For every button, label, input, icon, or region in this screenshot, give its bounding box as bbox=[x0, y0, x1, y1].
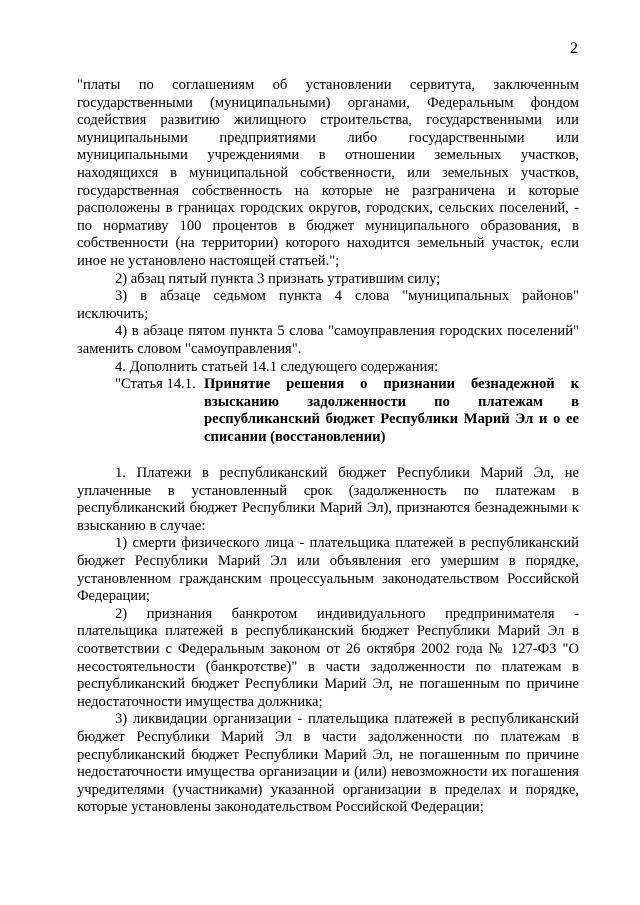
paragraph-item-3: 3) в абзаце седьмом пункта 4 слова "муниципальных районов" исключить; bbox=[77, 288, 579, 322]
document-body bbox=[77, 77, 579, 817]
page-number: 2 bbox=[570, 40, 578, 57]
article-number: "Статья 14.1. bbox=[115, 376, 196, 393]
paragraph-subclause-2: 2) признания банкротом индивидуального предпринимателя - плательщика платежей в республиканский бюджет Республики Марий Эл в соответствии с Федеральным законом от 26 октября 2002 года № 127-ФЗ "О несостоятельности (банкротстве)" в части задолженности по платежам в республиканский бюджет Республики Марий Эл, не погашенным по причине недостаточности имущества должника; bbox=[77, 605, 579, 710]
spacer bbox=[77, 447, 579, 465]
paragraph-subclause-1: 1) смерти физического лица - плательщика платежей в республиканский бюджет Республики Марий Эл или объявления его умершим в порядке, установленном гражданским процессуальным законодательством Российской Федерации; bbox=[77, 535, 579, 605]
paragraph-item-2: 2) абзац пятый пункта 3 признать утратившим силу; bbox=[115, 270, 441, 287]
paragraph-item-4: 4) в абзаце пятом пункта 5 слова "самоуправления городских поселений" заменить словом "самоуправления". bbox=[77, 323, 579, 357]
article-title: Принятие решения о признании безнадежной к взысканию задолженности по платежам в республиканский бюджет Республики Марий Эл и о ее списании (восстановлении) bbox=[204, 376, 579, 445]
paragraph-subclause-3: 3) ликвидации организации - плательщика платежей в республиканский бюджет Республики Марий Эл в части задолженности по платежам в республиканский бюджет Республики Марий Эл, не погашенным по причине недостаточности имущества организации и (или) невозможности их погашения учредителями (участниками) указанной организации в пределах и порядке, которые установлены законодательством Российской Федерации; bbox=[77, 711, 579, 816]
paragraph-service-fees: "платы по соглашениям об установлении сервитута, заключенным государственными (муниципальными) органами, Федеральным фондом содействия развитию жилищного строительства, государственными или муниципальными предприятиями либо государственными или муниципальными учреждениями в отношении земельных участков, находящихся в муниципальной собственности, или земельных участков, государственная собственность на которые не разграничена и которые расположены в границах городских округов, городских, сельских поселений, - по нормативу 100 процентов в бюджет муниципального образования, в собственности (на территории) которого находится земельный участок, если иное не установлено настоящей статьей."; bbox=[77, 77, 579, 269]
paragraph-section-4: 4. Дополнить статьей 14.1 следующего содержания: bbox=[115, 358, 439, 375]
article-heading bbox=[77, 376, 579, 447]
paragraph-clause-1: 1. Платежи в республиканский бюджет Республики Марий Эл, не уплаченные в установленный срок (задолженность по платежам в республиканский бюджет Республики Марий Эл), признаются безнадежными к взысканию в случае: bbox=[77, 465, 579, 534]
